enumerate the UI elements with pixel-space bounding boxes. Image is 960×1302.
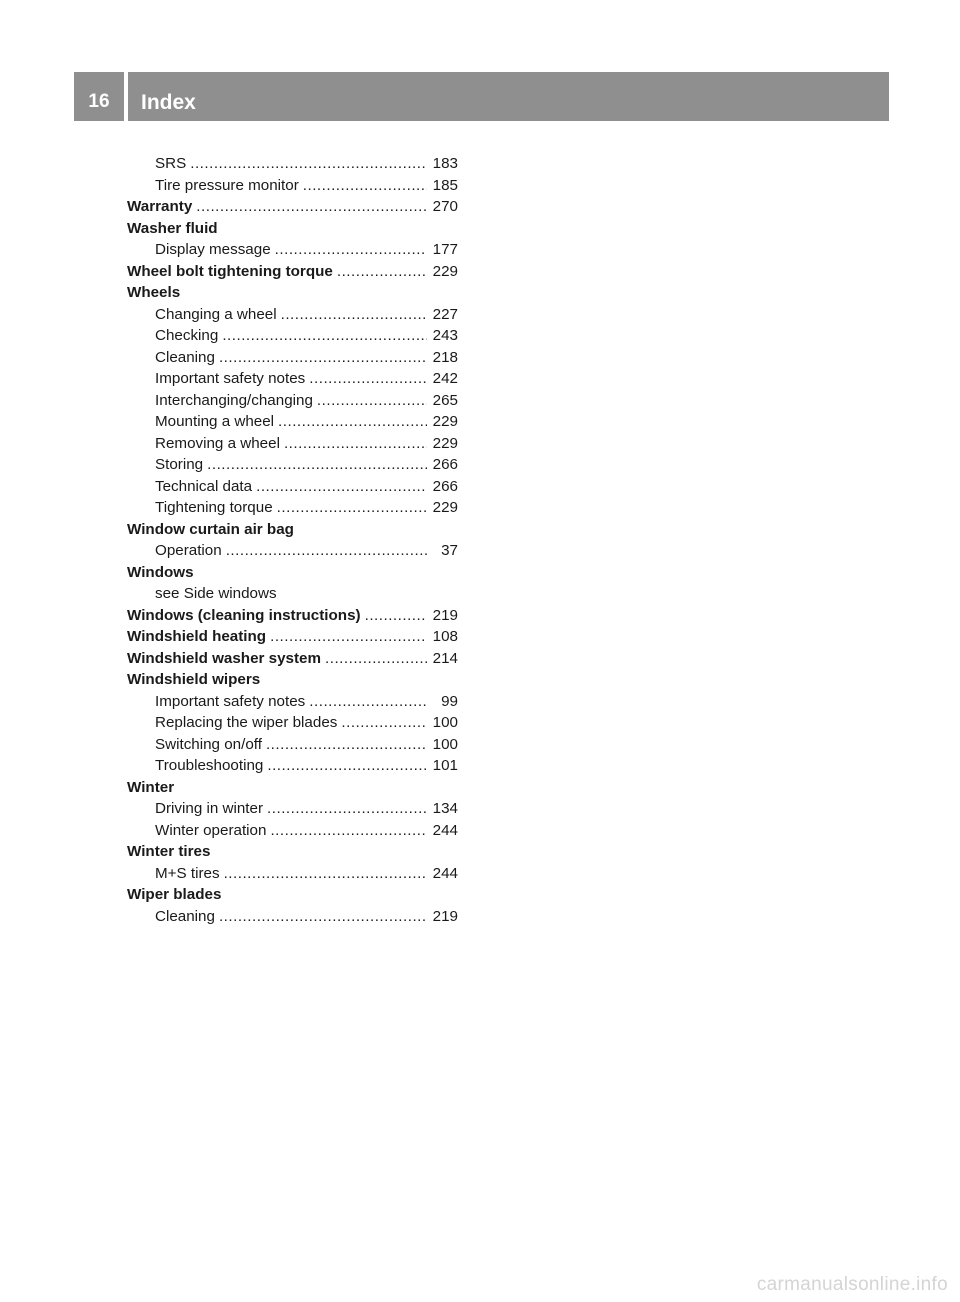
index-subentry xyxy=(127,175,458,197)
entry-page: 218 xyxy=(432,348,458,366)
entry-page: 99 xyxy=(441,692,458,710)
entry-label: Checking xyxy=(155,327,219,344)
dot-leader xyxy=(196,196,426,218)
dot-leader xyxy=(278,411,427,433)
entry-page: 177 xyxy=(432,241,458,258)
dot-leader xyxy=(284,433,427,455)
entry-page: 100 xyxy=(432,735,458,753)
entry-label: Window curtain air bag xyxy=(127,520,294,538)
header-bar xyxy=(74,72,889,121)
entry-label: M+S tires xyxy=(155,864,220,882)
index-subentry xyxy=(127,497,458,519)
index-subentry xyxy=(127,583,458,605)
entry-label: Changing a wheel xyxy=(155,305,277,323)
dot-leader xyxy=(365,605,427,627)
entry-page: 219 xyxy=(432,606,458,624)
dot-leader xyxy=(309,368,426,390)
index-subentry xyxy=(127,368,458,390)
entry-page: 244 xyxy=(432,821,458,839)
entry-page: 242 xyxy=(432,370,458,387)
entry-label: Windows (cleaning instructions) xyxy=(127,606,361,624)
dot-leader xyxy=(267,755,426,777)
dot-leader xyxy=(219,906,427,928)
entry-page: 227 xyxy=(432,305,458,323)
index-list xyxy=(127,153,458,927)
index-subentry xyxy=(127,476,458,498)
entry-page: 219 xyxy=(432,907,458,925)
index-subentry xyxy=(127,712,458,734)
entry-label: Wheel bolt tightening torque xyxy=(127,262,333,280)
entry-label: Windows xyxy=(127,563,194,581)
index-subentry xyxy=(127,755,458,777)
index-entry xyxy=(127,626,458,648)
index-subentry xyxy=(127,691,458,713)
index-subentry xyxy=(127,454,458,476)
entry-label: Interchanging/changing xyxy=(155,391,313,409)
entry-label: Windshield heating xyxy=(127,628,267,645)
dot-leader xyxy=(337,261,427,283)
entry-page: 229 xyxy=(432,262,458,280)
entry-label: SRS xyxy=(155,155,187,172)
entry-label: Operation xyxy=(155,542,222,559)
index-subentry xyxy=(127,347,458,369)
index-subentry xyxy=(127,153,458,175)
dot-leader xyxy=(325,648,427,670)
entry-page: 134 xyxy=(432,800,458,817)
entry-label: Windshield wipers xyxy=(127,671,261,688)
index-subentry xyxy=(127,863,458,885)
entry-label: Switching on/off xyxy=(155,735,262,753)
index-entry xyxy=(127,777,458,799)
entry-page: 244 xyxy=(432,864,458,882)
index-entry xyxy=(127,282,458,304)
entry-page: 229 xyxy=(432,413,458,430)
entry-page: 185 xyxy=(432,176,458,194)
dot-leader xyxy=(270,626,427,648)
header-divider xyxy=(124,72,128,121)
index-subentry xyxy=(127,304,458,326)
entry-page: 100 xyxy=(432,714,458,731)
index-subentry xyxy=(127,325,458,347)
section-title: Index xyxy=(141,91,196,114)
entry-page: 183 xyxy=(432,155,458,172)
entry-label: Tire pressure monitor xyxy=(155,176,299,194)
entry-page: 265 xyxy=(432,391,458,409)
entry-label: Important safety notes xyxy=(155,370,306,387)
entry-page: 266 xyxy=(432,456,458,473)
dot-leader xyxy=(303,175,427,197)
entry-page: 101 xyxy=(432,757,458,774)
index-entry xyxy=(127,841,458,863)
dot-leader xyxy=(267,798,427,820)
entry-label: Windshield washer system xyxy=(127,649,321,667)
entry-label: Technical data xyxy=(155,477,253,495)
dot-leader xyxy=(341,712,426,734)
entry-page: 214 xyxy=(432,649,458,667)
index-entry xyxy=(127,884,458,906)
index-entry xyxy=(127,605,458,627)
dot-leader xyxy=(207,454,427,476)
index-entry xyxy=(127,218,458,240)
entry-label: Wiper blades xyxy=(127,886,222,903)
dot-leader xyxy=(219,347,427,369)
entry-page: 37 xyxy=(441,542,458,559)
index-entry xyxy=(127,648,458,670)
watermark: carmanualsonline.info xyxy=(756,1274,948,1295)
index-entry xyxy=(127,669,458,691)
entry-page: 270 xyxy=(432,198,458,215)
entry-label: Cleaning xyxy=(155,907,215,925)
dot-leader xyxy=(275,239,427,261)
entry-label: Winter tires xyxy=(127,843,211,860)
entry-label: Display message xyxy=(155,241,271,258)
index-subentry xyxy=(127,820,458,842)
dot-leader xyxy=(266,734,427,756)
dot-leader xyxy=(270,820,426,842)
entry-page: 266 xyxy=(432,477,458,495)
entry-label: Wheels xyxy=(127,284,181,301)
entry-page: 108 xyxy=(432,628,458,645)
dot-leader xyxy=(222,325,426,347)
entry-label: Winter operation xyxy=(155,821,267,839)
page-number: 16 xyxy=(88,91,110,112)
entry-label: Replacing the wiper blades xyxy=(155,714,338,731)
index-entry xyxy=(127,196,458,218)
index-subentry xyxy=(127,433,458,455)
entry-label: Troubleshooting xyxy=(155,757,264,774)
entry-label: Important safety notes xyxy=(155,692,306,710)
dot-leader xyxy=(281,304,427,326)
dot-leader xyxy=(224,863,427,885)
index-entry xyxy=(127,519,458,541)
index-subentry xyxy=(127,798,458,820)
index-subentry xyxy=(127,906,458,928)
dot-leader xyxy=(277,497,427,519)
index-subentry xyxy=(127,540,458,562)
dot-leader xyxy=(309,691,428,713)
dot-leader xyxy=(256,476,427,498)
dot-leader xyxy=(226,540,428,562)
index-subentry xyxy=(127,411,458,433)
index-entry xyxy=(127,261,458,283)
entry-page: 229 xyxy=(432,434,458,452)
entry-label: Driving in winter xyxy=(155,800,264,817)
entry-label: Cleaning xyxy=(155,348,215,366)
entry-label: Mounting a wheel xyxy=(155,413,275,430)
entry-label: Removing a wheel xyxy=(155,434,280,452)
entry-label: Storing xyxy=(155,456,204,473)
index-subentry xyxy=(127,734,458,756)
entry-label: see Side windows xyxy=(155,585,277,602)
entry-page: 229 xyxy=(432,499,458,516)
entry-label: Tightening torque xyxy=(155,499,273,516)
dot-leader xyxy=(190,153,426,175)
index-subentry xyxy=(127,390,458,412)
entry-label: Warranty xyxy=(127,198,193,215)
index-entry xyxy=(127,562,458,584)
entry-label: Winter xyxy=(127,778,175,796)
entry-label: Washer fluid xyxy=(127,219,218,237)
dot-leader xyxy=(317,390,427,412)
entry-page: 243 xyxy=(432,327,458,344)
index-subentry xyxy=(127,239,458,261)
